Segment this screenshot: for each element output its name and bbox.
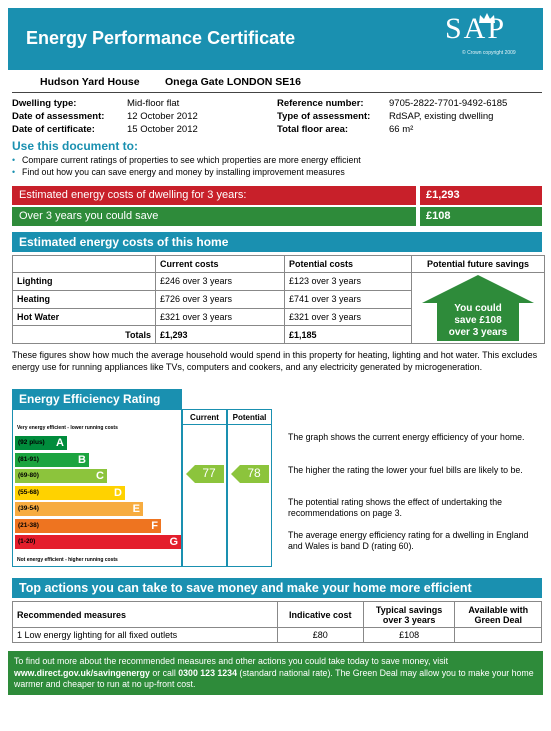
detail-label: Total floor area: [277,124,349,135]
costs-header-savings: Potential future savings [412,256,545,273]
rating-section-title: Energy Efficiency Rating [12,389,182,409]
address-name: Hudson Yard House [40,76,140,88]
band-letter: F [151,519,158,532]
page-title: Energy Performance Certificate [26,28,296,48]
band-range: (92 plus) [18,439,45,446]
footer-phone: 0300 123 1234 [178,667,237,678]
band-letter: C [96,470,104,482]
actions-header-greendeal: Available with Green Deal [455,602,542,628]
footer-link[interactable]: www.direct.gov.uk/savingenergy [14,667,150,678]
copyright-text: © Crown copyright 2009 [462,50,516,56]
current-rating-value: 77 [202,466,216,480]
row-potential: £321 over 3 years [285,308,412,326]
footer-text: (standard national rate). The Green Deal may allow you to make your home warmer and cheaper to run at no up-front cost. [14,667,534,689]
detail-label: Date of assessment: [12,111,105,122]
save-3yr-label: Over 3 years you could save [12,207,416,226]
row-current: £321 over 3 years [156,308,285,326]
band-range: (1-20) [18,538,36,545]
band-letter: E [132,503,140,515]
rating-band-g [15,535,181,549]
table-row [13,628,542,643]
band-range: (55-68) [18,488,39,496]
footer-text: To find out more about the recommended measures and other actions you could take today to save money, visit [14,656,449,666]
band-range: (21-38) [18,521,39,529]
measure-greendeal [455,628,542,643]
row-potential: £741 over 3 years [285,290,412,308]
detail-label: Type of assessment: [277,111,371,122]
address-street: Onega Gate LONDON SE16 [165,76,301,88]
bullet-item: • Compare current ratings of properties to see which properties are more energy efficient [12,155,361,165]
rating-band-e [15,502,143,516]
row-potential: £123 over 3 years [285,273,412,291]
rating-top-note: Very energy efficient - lower running costs [17,425,118,431]
totals-label: Totals [13,326,156,344]
potential-column [227,409,272,567]
current-column [182,409,227,567]
rating-text-2: The higher the rating the lower your fuel bills are likely to be. [288,465,523,475]
house-line-1: You could [454,303,502,314]
house-line-3: over 3 years [448,327,508,338]
actions-header-cost: Indicative cost [277,602,363,628]
band-range: (81-91) [18,455,39,463]
rating-bottom-note: Not energy efficient - higher running costs [17,557,118,563]
cost-3yr-label: Estimated energy costs of dwelling for 3 years: [12,186,416,205]
bullet-item: • Find out how you can save energy and money by installing improvement measures [12,167,345,177]
house-line-2: save £108 [454,315,502,326]
cost-3yr-value: £1,293 [420,186,542,205]
divider [182,424,272,425]
detail-label: Dwelling type: [12,98,77,109]
save-3yr-value: £108 [420,207,542,226]
measure-cost: £80 [277,628,363,643]
actions-header-savings: Typical savings over 3 years [363,602,455,628]
measure-saving: £108 [363,628,455,643]
rating-band-f [15,519,161,533]
rating-text-4: The average energy efficiency rating for a dwelling in England and Wales is band D (rating 60). [288,530,529,551]
detail-value: 12 October 2012 [127,111,198,122]
actions-header-measure: Recommended measures [13,602,278,628]
measure-label: 1 Low energy lighting for all fixed outlets [13,628,278,643]
actions-table [12,601,542,643]
rating-band-a [15,436,67,450]
band-letter: A [56,437,64,449]
rating-band-b [15,453,89,467]
savings-cell [412,273,545,344]
rating-band-c [15,469,107,483]
band-letter: G [169,536,178,548]
row-label: Lighting [13,273,156,291]
current-header: Current [190,413,219,422]
band-range: (69-80) [18,472,39,479]
detail-label: Reference number: [277,98,364,109]
detail-value: RdSAP, existing dwelling [389,111,494,122]
row-current: £246 over 3 years [156,273,285,291]
row-current: £726 over 3 years [156,290,285,308]
costs-header-potential: Potential costs [285,256,412,273]
footer-text: or call [149,667,179,678]
costs-header-current: Current costs [156,256,285,273]
totals-current: £1,293 [156,326,285,344]
costs-section-title: Estimated energy costs of this home [12,232,542,252]
row-label: Hot Water [13,308,156,326]
rating-text-1: The graph shows the current energy efficiency of your home. [288,432,525,442]
potential-rating-value: 78 [247,466,261,480]
costs-header-blank [13,256,156,273]
costs-table [12,255,545,344]
detail-value: 9705-2822-7701-9492-6185 [389,98,508,109]
detail-value: 66 m² [389,124,414,135]
band-range: (39-54) [18,505,39,512]
band-letter: D [114,486,122,499]
sap-logo: SAP [445,12,507,45]
divider [12,92,542,93]
footer-note [8,651,543,695]
costs-note: These figures show how much the average household would spend in this property for heating, lighting and hot water. This excludes energy use for running appliances like TVs, computers and cookers, and any electricity generated by microgeneration. [12,350,538,372]
potential-header: Potential [232,413,267,422]
detail-value: 15 October 2012 [127,124,198,135]
band-letter: B [78,453,86,466]
row-label: Heating [13,290,156,308]
detail-value: Mid-floor flat [127,98,180,109]
rating-text-3: The potential rating shows the effect of undertaking the recommendations on page 3. [288,497,503,518]
actions-section-title: Top actions you can take to save money and make your home more efficient [12,578,542,598]
detail-label: Date of certificate: [12,124,95,135]
totals-potential: £1,185 [285,326,412,344]
rating-band-d [15,486,125,500]
use-title: Use this document to: [12,139,139,153]
table-row [13,273,545,291]
